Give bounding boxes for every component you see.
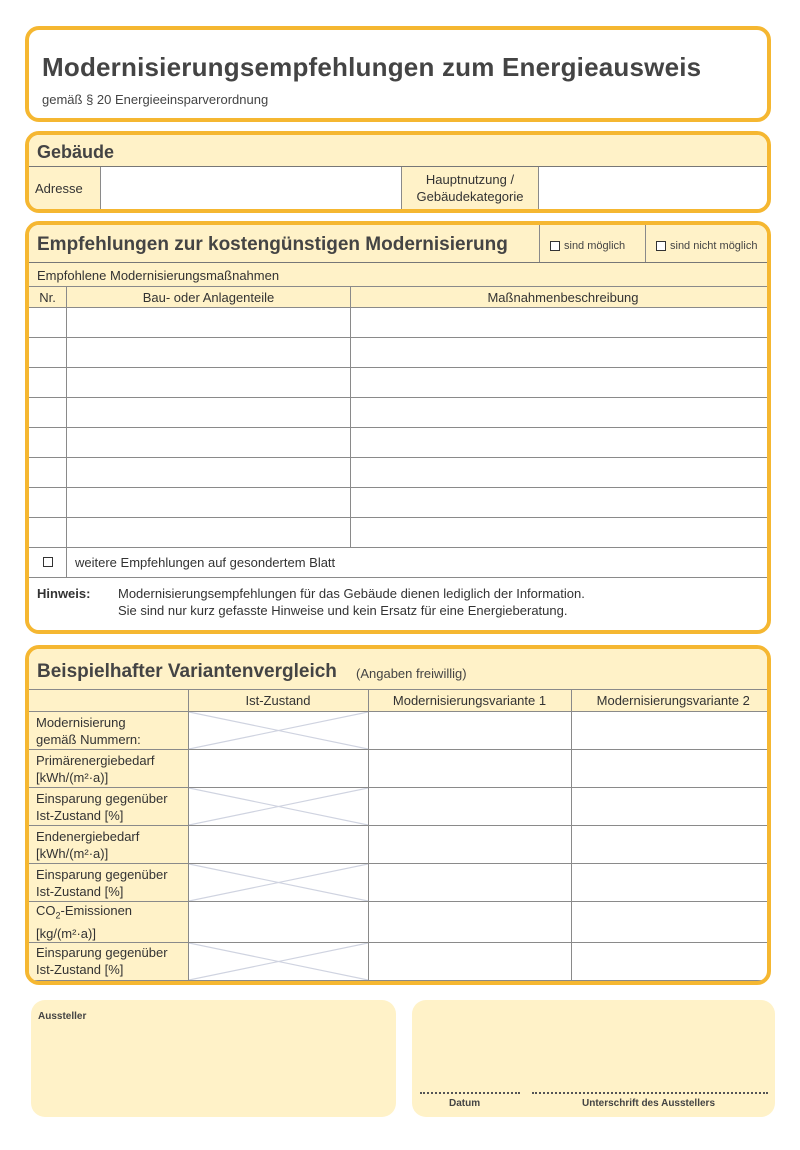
table-row[interactable] bbox=[29, 428, 772, 458]
issuer-field[interactable] bbox=[31, 1000, 396, 1117]
variant1-cell[interactable] bbox=[368, 750, 571, 788]
nr-cell[interactable] bbox=[29, 368, 67, 398]
component-cell[interactable] bbox=[67, 308, 351, 338]
variant1-cell[interactable] bbox=[368, 902, 571, 943]
description-cell[interactable] bbox=[351, 308, 772, 338]
current-cell-disabled bbox=[188, 942, 368, 980]
row-label-line1: Primärenergiebedarf bbox=[36, 752, 155, 768]
component-cell[interactable] bbox=[67, 488, 351, 518]
description-cell[interactable] bbox=[351, 428, 772, 458]
row-label-line1: Endenergiebedarf bbox=[36, 828, 140, 844]
variant1-cell[interactable] bbox=[368, 788, 571, 826]
table-row bbox=[29, 788, 772, 826]
building-heading bbox=[29, 135, 767, 167]
not-possible-checkbox[interactable] bbox=[656, 241, 666, 251]
row-label-line1: Einsparung gegenüber bbox=[36, 945, 168, 961]
variant2-cell[interactable] bbox=[571, 750, 771, 788]
current-cell[interactable] bbox=[188, 750, 368, 788]
variant1-cell[interactable] bbox=[368, 864, 571, 902]
col-current-header: Ist-Zustand bbox=[188, 690, 368, 712]
table-row bbox=[29, 942, 772, 980]
row-label-line2: Ist-Zustand [%] bbox=[36, 883, 124, 899]
usage-label-cell bbox=[402, 167, 539, 209]
signature-label: Unterschrift des Ausstellers bbox=[582, 1098, 716, 1109]
note-line-2: Sie sind nur kurz gefasste Hinweise und kein Ersatz für eine Energieberatung. bbox=[118, 603, 568, 618]
row-label bbox=[29, 864, 189, 902]
row-label bbox=[29, 750, 189, 788]
building-heading-text: Gebäude bbox=[37, 142, 115, 162]
usage-label-line1: Hauptnutzung / bbox=[425, 172, 515, 187]
nr-cell[interactable] bbox=[29, 518, 67, 548]
comparison-section bbox=[25, 645, 771, 985]
comparison-heading bbox=[29, 649, 767, 689]
row-label-line1: $CO_2$-Emissionen bbox=[36, 903, 133, 921]
variant1-cell[interactable] bbox=[368, 826, 571, 864]
row-label bbox=[29, 712, 189, 750]
recommendations-subheading bbox=[29, 263, 767, 286]
row-label-header bbox=[29, 690, 189, 712]
row-label-line2: gemäß Nummern: bbox=[36, 731, 141, 747]
nr-cell[interactable] bbox=[29, 458, 67, 488]
date-line bbox=[420, 1092, 520, 1094]
nr-cell[interactable] bbox=[29, 428, 67, 458]
recommendations-heading-text: Empfehlungen zur kostengünstigen Modernisierung bbox=[37, 234, 508, 255]
table-row[interactable] bbox=[29, 398, 772, 428]
current-cell-disabled bbox=[188, 788, 368, 826]
col-component-header: Bau- oder Anlagenteile bbox=[67, 287, 351, 308]
signature-field[interactable] bbox=[412, 1000, 775, 1117]
description-cell[interactable] bbox=[351, 518, 772, 548]
comparison-heading-text: Beispielhafter Variantenvergleich bbox=[37, 661, 337, 682]
address-field[interactable] bbox=[101, 167, 402, 209]
recommendations-heading bbox=[29, 225, 767, 263]
row-label-line2: [kg/(m²·a)] bbox=[36, 925, 96, 941]
description-cell[interactable] bbox=[351, 338, 772, 368]
nr-cell[interactable] bbox=[29, 308, 67, 338]
row-label bbox=[29, 902, 189, 943]
table-row[interactable] bbox=[29, 488, 772, 518]
recommendations-section bbox=[25, 221, 771, 634]
page-subtitle: gemäß § 20 Energieeinsparverordnung bbox=[42, 92, 269, 107]
component-cell[interactable] bbox=[67, 428, 351, 458]
row-label-line2: [kWh/(m²·a)] bbox=[36, 845, 109, 861]
current-cell-disabled bbox=[188, 712, 368, 750]
current-cell[interactable] bbox=[188, 902, 368, 943]
title-box bbox=[25, 26, 771, 122]
variant2-cell[interactable] bbox=[571, 788, 771, 826]
nr-cell[interactable] bbox=[29, 398, 67, 428]
table-row bbox=[29, 864, 772, 902]
table-row[interactable] bbox=[29, 458, 772, 488]
usage-field[interactable] bbox=[540, 167, 771, 209]
row-label-line1: Modernisierung bbox=[36, 714, 126, 730]
nr-cell[interactable] bbox=[29, 488, 67, 518]
component-cell[interactable] bbox=[67, 368, 351, 398]
variant2-cell[interactable] bbox=[571, 902, 771, 943]
row-label-line1: Einsparung gegenüber bbox=[36, 866, 168, 882]
not-possible-label: sind nicht möglich bbox=[670, 240, 758, 252]
page-title: Modernisierungsempfehlungen zum Energieausweis bbox=[42, 52, 702, 82]
description-cell[interactable] bbox=[351, 488, 772, 518]
comparison-table bbox=[28, 689, 771, 981]
more-recommendations-checkbox[interactable] bbox=[43, 557, 53, 567]
measures-table bbox=[28, 286, 771, 578]
component-cell[interactable] bbox=[67, 338, 351, 368]
more-checkbox-cell[interactable] bbox=[29, 548, 67, 578]
variant1-cell[interactable] bbox=[368, 942, 571, 980]
description-cell[interactable] bbox=[351, 398, 772, 428]
row-label bbox=[29, 942, 189, 980]
nr-cell[interactable] bbox=[29, 338, 67, 368]
building-section bbox=[25, 131, 771, 213]
possible-option[interactable] bbox=[539, 225, 645, 262]
table-row[interactable] bbox=[29, 518, 772, 548]
address-label-cell bbox=[29, 167, 101, 209]
current-cell-disabled bbox=[188, 864, 368, 902]
variant1-cell[interactable] bbox=[368, 712, 571, 750]
not-possible-option[interactable] bbox=[645, 225, 771, 262]
usage-label-line2: Gebäudekategorie bbox=[416, 189, 524, 204]
table-row[interactable] bbox=[29, 368, 772, 398]
table-row[interactable] bbox=[29, 308, 772, 338]
row-label bbox=[29, 788, 189, 826]
table-row bbox=[29, 826, 772, 864]
more-recommendations-label: weitere Empfehlungen auf gesondertem Blatt bbox=[67, 548, 772, 578]
address-label: Adresse bbox=[35, 181, 83, 196]
row-label-line2: [kWh/(m²·a)] bbox=[36, 769, 109, 785]
variant2-cell[interactable] bbox=[571, 942, 771, 980]
table-row bbox=[29, 902, 772, 943]
col-nr-header: Nr. bbox=[29, 287, 67, 308]
row-label-line1: Einsparung gegenüber bbox=[36, 790, 168, 806]
col-variant2-header: Modernisierungsvariante 2 bbox=[571, 690, 771, 712]
note-area bbox=[29, 578, 767, 630]
date-label: Datum bbox=[449, 1098, 481, 1109]
col-description-header: Maßnahmenbeschreibung bbox=[351, 287, 772, 308]
signature-line bbox=[532, 1092, 768, 1094]
col-variant1-header: Modernisierungsvariante 1 bbox=[368, 690, 571, 712]
component-cell[interactable] bbox=[67, 398, 351, 428]
recommendations-subheading-text: Empfohlene Modernisierungsmaßnahmen bbox=[37, 268, 280, 283]
note-line-1: Modernisierungsempfehlungen für das Gebäude dienen lediglich der Information. bbox=[118, 586, 585, 601]
variant2-cell[interactable] bbox=[571, 864, 771, 902]
table-row bbox=[29, 750, 772, 788]
variant2-cell[interactable] bbox=[571, 712, 771, 750]
row-label-line2: Ist-Zustand [%] bbox=[36, 962, 124, 978]
possible-label: sind möglich bbox=[564, 240, 626, 252]
possible-checkbox[interactable] bbox=[550, 241, 560, 251]
comparison-heading-note: (Angaben freiwillig) bbox=[356, 666, 467, 681]
variant2-cell[interactable] bbox=[571, 826, 771, 864]
current-cell[interactable] bbox=[188, 826, 368, 864]
note-label: Hinweis: bbox=[37, 586, 91, 601]
component-cell[interactable] bbox=[67, 458, 351, 488]
row-label-line2: Ist-Zustand [%] bbox=[36, 807, 124, 823]
issuer-label: Aussteller bbox=[38, 1011, 87, 1022]
description-cell[interactable] bbox=[351, 368, 772, 398]
table-row bbox=[29, 712, 772, 750]
description-cell[interactable] bbox=[351, 458, 772, 488]
component-cell[interactable] bbox=[67, 518, 351, 548]
more-recommendations-row[interactable] bbox=[29, 548, 772, 578]
table-row[interactable] bbox=[29, 338, 772, 368]
row-label bbox=[29, 826, 189, 864]
